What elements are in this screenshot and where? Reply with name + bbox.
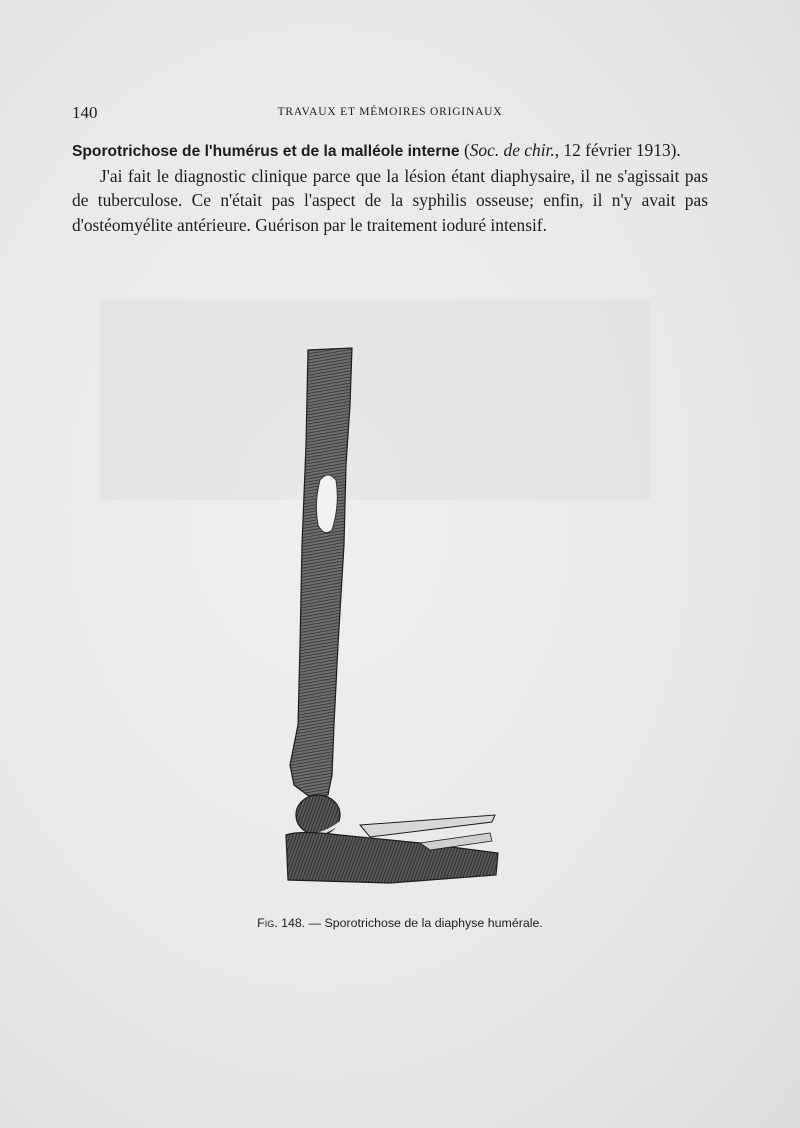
figure-caption-text: — Sporotrichose de la diaphyse humérale. xyxy=(305,916,543,930)
entry-title: Sporotrichose de l'humérus et de la malléole interne xyxy=(72,143,460,160)
reference-open: ( xyxy=(459,140,470,160)
page-number: 140 xyxy=(72,103,98,122)
humerus-illustration xyxy=(270,345,515,890)
radius-bone xyxy=(360,815,495,837)
humerus-shaft xyxy=(290,348,352,797)
lesion-area xyxy=(316,475,337,533)
entry-reference xyxy=(460,140,681,160)
entry-paragraph: J'ai fait le diagnostic clinique parce que la lésion étant diaphysaire, il ne s'agissait pas de tuberculose. Ce n'était pas l'aspect de la syphilis osseuse; enfin, il n'y avait pas d'ostéomyélite antérieure. Guérison par le traitement ioduré intensif. xyxy=(72,166,708,235)
figure-caption xyxy=(0,916,800,930)
figure-label: Fig. 148. xyxy=(257,916,306,930)
entry-title-line xyxy=(72,138,708,164)
reference-date: , 12 février 1913). xyxy=(554,140,681,160)
entry-body xyxy=(72,138,708,237)
running-head: TRAVAUX ET MÉMOIRES ORIGINAUX xyxy=(277,106,503,118)
reference-source: Soc. de chir. xyxy=(469,140,555,160)
page-header xyxy=(72,103,708,123)
